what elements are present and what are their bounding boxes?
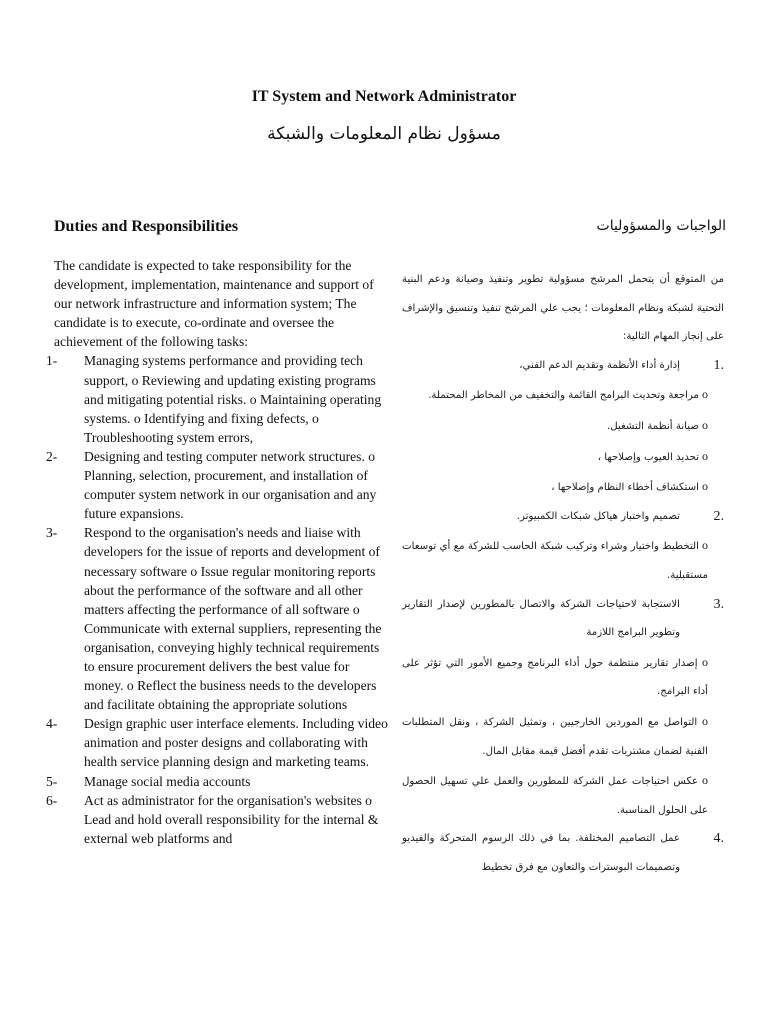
duties-heading-arabic: الواجبات والمسؤوليات bbox=[596, 218, 726, 234]
item-number: 3- bbox=[46, 525, 58, 541]
item-text: إدارة أداء الأنظمة وتقديم الدعم الفني، bbox=[519, 359, 680, 371]
item-text: تصميم واختبار هياكل شبكات الكمبيوتر. bbox=[516, 510, 680, 522]
sub-item: o عكس احتياجات عمل الشركة للمطورين والعمل علي تسهيل الحصول على الحلول المناسبة. bbox=[402, 766, 724, 825]
item-number: 2- bbox=[46, 448, 58, 464]
sub-item: o استكشاف أخطاء النظام وإصلاحها ، bbox=[402, 472, 724, 503]
list-item bbox=[402, 503, 724, 532]
item-number: 1- bbox=[46, 353, 58, 369]
document-title-english: IT System and Network Administrator bbox=[251, 88, 517, 105]
english-column bbox=[46, 256, 390, 848]
item-number: .2 bbox=[713, 508, 724, 524]
list-item bbox=[402, 591, 724, 648]
item-text: Manage social media accounts bbox=[84, 773, 251, 789]
task-list-arabic bbox=[402, 352, 724, 883]
item-text: Managing systems performance and providing tech support, o Reviewing and updating existing programs and mitigating potential risks. o Maintaining operating systems. o Identifying and fixing defects, o Troubleshooting system errors, bbox=[84, 353, 382, 445]
task-list-english bbox=[46, 351, 390, 847]
item-number: .1 bbox=[713, 357, 724, 373]
list-item bbox=[46, 523, 390, 714]
list-item bbox=[46, 791, 390, 848]
sub-item: o التواصل مع الموردين الخارجيين ، وتمثيل الشركة ، ونقل المتطلبات الفنية لضمان مشتريات تقدم أفضل قيمة مقابل المال. bbox=[402, 707, 724, 766]
list-item bbox=[402, 352, 724, 381]
item-text: Act as administrator for the organisation's websites o Lead and hold overall responsibility for the internal & external web platforms and bbox=[84, 792, 379, 846]
sub-item: o صيانة أنظمة التشغيل. bbox=[402, 411, 724, 442]
duties-heading-english: Duties and Responsibilities bbox=[54, 218, 239, 235]
list-item bbox=[46, 447, 390, 523]
document-title-arabic: مسؤول نظام المعلومات والشبكة bbox=[267, 124, 501, 144]
arabic-column bbox=[402, 266, 724, 882]
item-text: Designing and testing computer network structures. o Planning, selection, procurement, and installation of computer system network in our organisation and any future expansions. bbox=[84, 448, 377, 522]
list-item bbox=[46, 714, 390, 771]
list-item bbox=[46, 351, 390, 446]
item-number: 6- bbox=[46, 792, 58, 808]
sub-item: o تحديد العيوب وإصلاحها ، bbox=[402, 442, 724, 473]
list-item bbox=[402, 825, 724, 882]
item-number: .3 bbox=[713, 596, 724, 612]
item-number: .4 bbox=[713, 831, 724, 847]
sub-item: o مراجعة وتحديث البرامج القائمة والتخفيف من المخاطر المحتملة. bbox=[402, 380, 724, 411]
item-number: 5- bbox=[46, 773, 58, 789]
sub-item: o التخطيط واختيار وشراء وتركيب شبكة الحاسب للشركة مع أي توسعات مستقبلية. bbox=[402, 531, 724, 590]
sub-item: o إصدار تقارير منتظمة حول أداء البرنامج وجميع الأمور التي تؤثر على أداء البرامج. bbox=[402, 648, 724, 707]
intro-paragraph-arabic: من المتوقع أن يتحمل المرشح مسؤولية تطوير وتنفيذ وصيانة ودعم البنية التحتية لشبكة ونظام المعلومات ؛ يجب علي المرشح تنفيذ وتنسيق والإشراف على إنجاز المهام التالية: bbox=[402, 274, 724, 343]
item-text: عمل التصاميم المختلفة. بما في ذلك الرسوم المتحركة والفيديو وتصميمات البوسترات والتعاون مع فرق تخطيط bbox=[402, 833, 680, 873]
item-number: 4- bbox=[46, 716, 58, 732]
intro-paragraph-english: The candidate is expected to take responsibility for the development, implementation, maintenance and support of our network infrastructure and information system; The candidate is to execute, co-ordinate and oversee the achievement of the following tasks: bbox=[54, 258, 374, 350]
list-item bbox=[46, 772, 390, 791]
item-text: الاستجابة لاحتياجات الشركة والاتصال بالمطورين لإصدار التقارير وتطوير البرامج اللازمة bbox=[402, 598, 680, 639]
item-text: Respond to the organisation's needs and liaise with developers for the issue of reports and development of necessary software o Issue regular monitoring reports about the performance of the software and all other matters affecting the performance of all software o Communicate with external suppliers, representing the organisation, conveying highly technical requirements to ensure procurement delivers the best value for money. o Reflect the business needs to the developers and facilitate obtaining the appropriate solutions bbox=[84, 525, 382, 713]
item-text: Design graphic user interface elements. Including video animation and poster designs and collaborating with health service planning design and marketing teams. bbox=[84, 716, 388, 770]
